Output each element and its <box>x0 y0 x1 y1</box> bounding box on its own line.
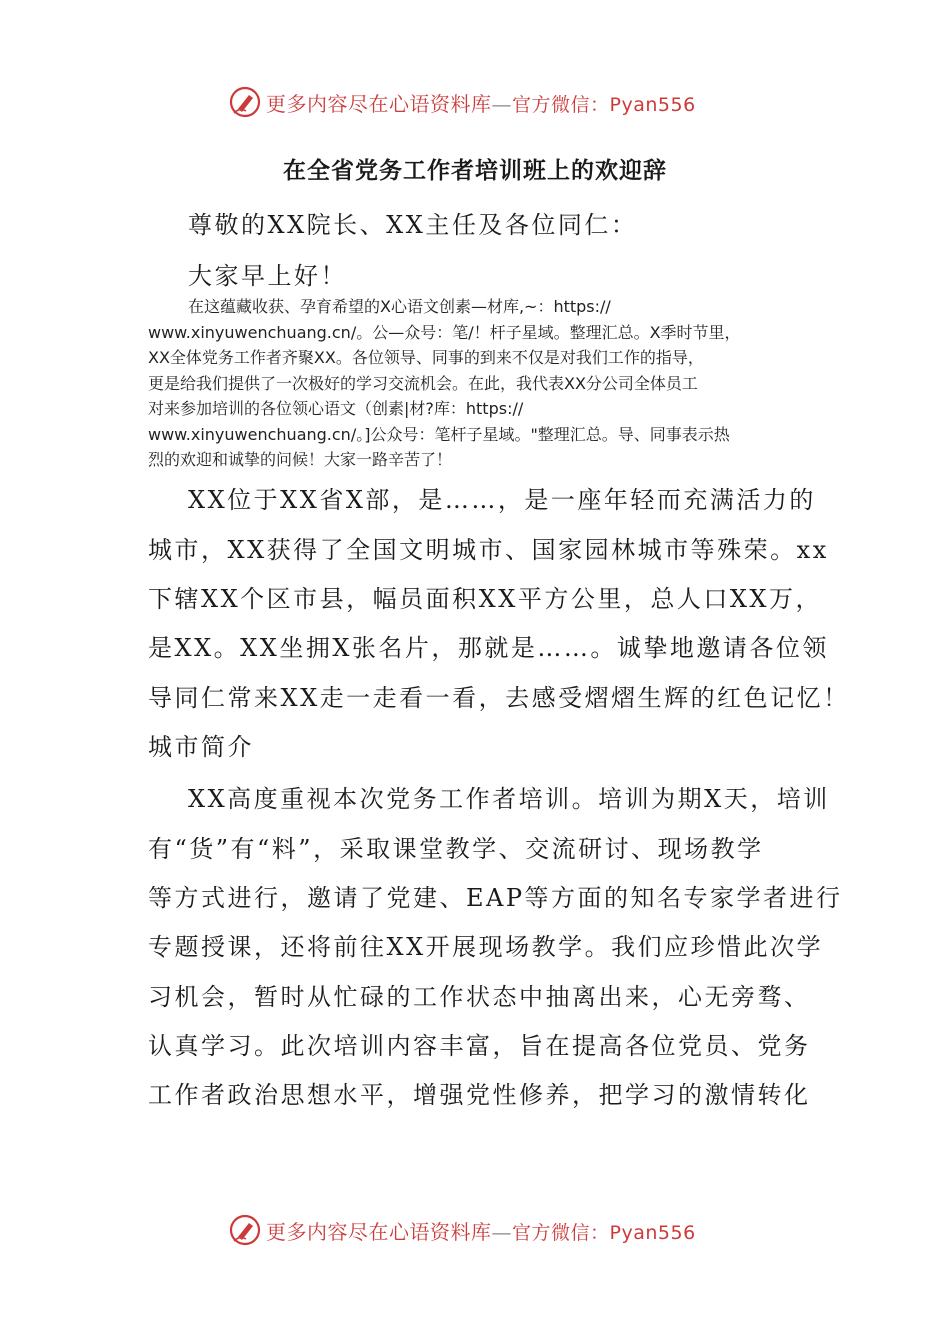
city-line: 是XX。XX坐拥X张名片，那就是……。诚挚地邀请各位领 <box>148 634 829 662</box>
intro-line: www.xinyuwenchuang.cn/。]公众号：笔杆子星域。"整理汇总。导、同事表示热 <box>148 424 730 444</box>
greeting: 大家早上好！ <box>188 262 347 290</box>
training-line: 工作者政治思想水平，增强党性修养，把学习的激情转化 <box>148 1081 811 1109</box>
training-line: 认真学习。此次培训内容丰富，旨在提高各位党员、党务 <box>148 1032 811 1060</box>
intro-line: 更是给我们提供了一次极好的学习交流机会。在此，我代表XX分公司全体员工 <box>148 373 698 393</box>
header-banner <box>228 82 696 122</box>
banner-text <box>266 1216 696 1245</box>
banner-contact: 官方微信：Pyan556 <box>512 1221 696 1244</box>
banner-title: 更多内容尽在心语资料库 <box>266 91 492 116</box>
footer-banner <box>228 1210 696 1250</box>
pen-logo-icon <box>228 85 262 119</box>
intro-line: 在这蕴藏收获、孕育希望的X心语文创素—材库,~：https:// <box>188 297 611 316</box>
banner-separator: — <box>491 91 512 116</box>
intro-line: 烈的欢迎和诚挚的问候！大家一路辛苦了！ <box>148 450 453 469</box>
city-line: 城市，XX获得了全国文明城市、国家园林城市等殊荣。xx <box>148 536 829 564</box>
training-line: 有“货”有“料”，采取课堂教学、交流研讨、现场教学 <box>148 835 764 863</box>
intro-line: XX全体党务工作者齐聚XX。各位领导、同事的到来不仅是对我们工作的指导， <box>148 348 704 367</box>
document-title: 在全省党务工作者培训班上的欢迎辞 <box>283 157 667 184</box>
training-line: 专题授课，还将前往XX开展现场教学。我们应珍惜此次学 <box>148 933 824 961</box>
banner-separator: — <box>491 1219 512 1244</box>
salutation: 尊敬的XX院长、XX主任及各位同仁： <box>188 211 638 239</box>
training-line: 习机会，暂时从忙碌的工作状态中抽离出来，心无旁骛、 <box>148 983 811 1011</box>
banner-contact: 官方微信：Pyan556 <box>512 93 696 116</box>
pen-logo-icon <box>228 1213 262 1247</box>
intro-line: www.xinyuwenchuang.cn/。公—众号：笔/！杆子星域。整理汇总。X季时节里， <box>148 322 741 342</box>
city-line: 城市简介 <box>148 733 254 761</box>
city-line: 下辖XX个区市县，幅员面积XX平方公里，总人口XX万， <box>148 585 823 613</box>
city-line: XX位于XX省X部，是……，是一座年轻而充满活力的 <box>188 486 816 514</box>
banner-text <box>266 88 696 117</box>
city-line: 导同仁常来XX走一走看一看，去感受熠熠生辉的红色记忆！ <box>148 684 850 712</box>
intro-paragraph <box>148 294 818 473</box>
banner-title: 更多内容尽在心语资料库 <box>266 1219 492 1244</box>
intro-line: 对来参加培训的各位领心语文（创素|材?库：https:// <box>148 399 524 418</box>
training-line: 等方式进行，邀请了党建、EAP等方面的知名专家学者进行 <box>148 884 843 912</box>
training-line: XX高度重视本次党务工作者培训。培训为期X天，培训 <box>188 785 830 813</box>
